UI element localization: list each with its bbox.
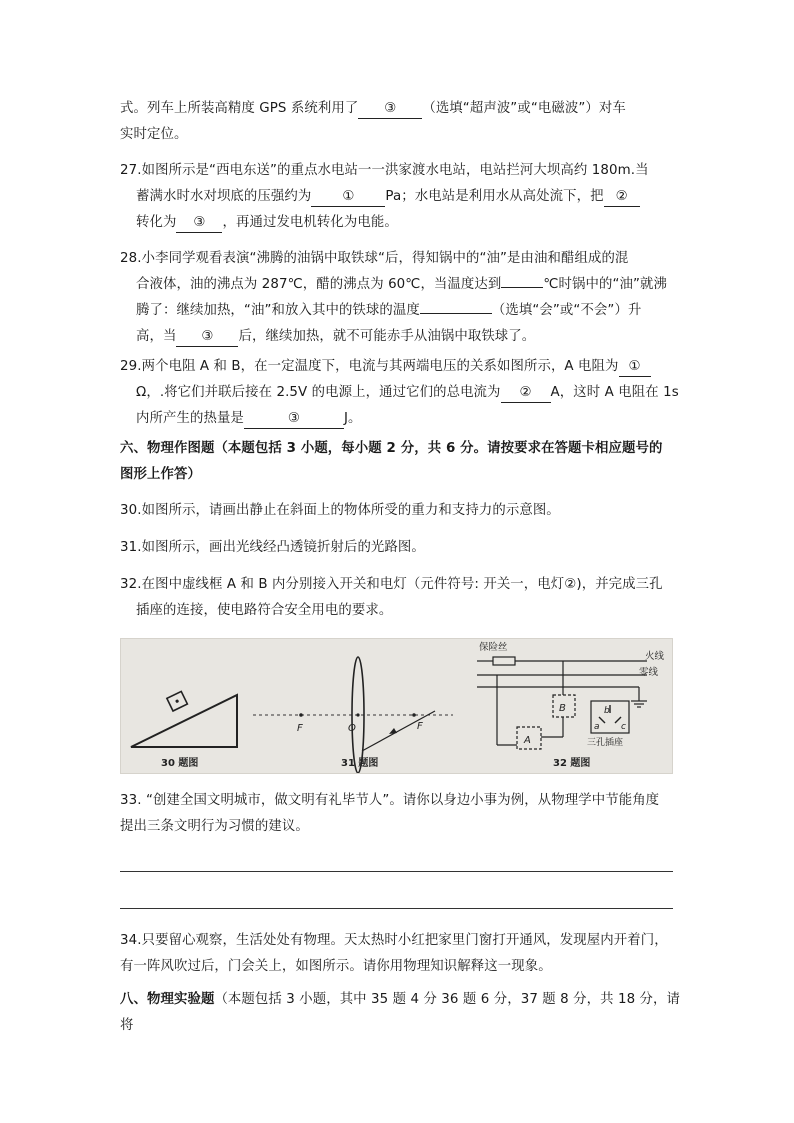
q34-text: 34.只要留心观察，生活处处有物理。天太热时小红把家里门窗打开通风，发现屋内开着门， bbox=[120, 933, 668, 948]
question-34 bbox=[120, 928, 680, 980]
q26-text: 式。列车上所装高精度 GPS 系统利用了 bbox=[120, 101, 359, 116]
q27-blank-1[interactable]: ① bbox=[311, 188, 385, 207]
q27-blank-3[interactable]: ③ bbox=[176, 214, 222, 233]
live-wire-label: 火线 bbox=[645, 651, 665, 662]
question-31: 31.如图所示，画出光线经凸透镜折射后的光路图。 bbox=[120, 540, 425, 555]
q28-text: （选填“会”或“不会”）升 bbox=[491, 303, 642, 318]
section-8-heading bbox=[120, 987, 680, 1039]
question-33 bbox=[120, 788, 680, 840]
box-b-label: B bbox=[559, 703, 566, 714]
incline-triangle bbox=[131, 695, 237, 747]
q27-text: 转化为 bbox=[136, 215, 177, 230]
q26-tail bbox=[120, 96, 680, 148]
q28-blank-3[interactable]: ③ bbox=[176, 328, 238, 347]
q32-text: 插座的连接，使电路符合安全用电的要求。 bbox=[136, 603, 393, 618]
question-29 bbox=[120, 354, 690, 432]
q29-text: A，这时 A 电阻在 1s bbox=[550, 385, 679, 400]
q27-text: 27.如图所示是“西电东送”的重点水电站一一洪家渡水电站，电站拦河大坝高约 180m.当 bbox=[120, 163, 649, 178]
q27-blank-2[interactable]: ② bbox=[604, 188, 640, 207]
lens-figure bbox=[253, 657, 453, 773]
section-8-text: （本题包括 3 小题，其中 35 题 4 分 36 题 6 分，37 题 8 分，共 18 分，请将 bbox=[120, 992, 681, 1033]
circuit-figure bbox=[477, 641, 665, 769]
question-30: 30.如图所示，请画出静止在斜面上的物体所受的重力和支持力的示意图。 bbox=[120, 503, 560, 518]
focus-right-label: F bbox=[417, 721, 423, 732]
fuse-symbol bbox=[493, 657, 515, 665]
incident-ray bbox=[362, 711, 435, 751]
q26-blank-3[interactable]: ③ bbox=[358, 100, 422, 119]
q26-text: （选填“超声波”或“电磁波”）对车 bbox=[422, 101, 626, 116]
optical-center-point bbox=[356, 713, 359, 716]
section-6-heading bbox=[120, 436, 680, 488]
q33-text: 提出三条文明行为习惯的建议。 bbox=[120, 819, 309, 834]
question-28 bbox=[120, 246, 690, 350]
neutral-wire-label: 零线 bbox=[639, 667, 659, 678]
q27-text: ，再通过发电机转化为电能。 bbox=[222, 215, 398, 230]
q27-text: Pa；水电站是利用水从高处流下，把 bbox=[385, 189, 604, 204]
ray-arrow bbox=[389, 728, 397, 734]
q29-text: 29.两个电阻 A 和 B，在一定温度下，电流与其两端电压的关系如图所示，A 电阻为 bbox=[120, 359, 619, 374]
box-a-label: A bbox=[524, 735, 531, 746]
q28-blank-1[interactable] bbox=[501, 287, 543, 288]
fuse-label: 保险丝 bbox=[479, 642, 508, 653]
q28-text: 合液体，油的沸点为 287℃，醋的沸点为 60℃，当温度达到 bbox=[136, 277, 502, 292]
socket-c: c bbox=[621, 722, 626, 732]
q29-text: 内所产生的热量是 bbox=[136, 411, 244, 426]
section-6-text: 六、物理作图题（本题包括 3 小题，每小题 2 分，共 6 分。请按要求在答题卡相应题号的 bbox=[120, 441, 663, 456]
socket-label: 三孔插座 bbox=[587, 738, 624, 748]
q28-blank-2[interactable] bbox=[420, 313, 492, 314]
focus-left-label: F bbox=[297, 723, 303, 734]
caption-32: 32 题图 bbox=[553, 758, 591, 769]
caption-31: 31 题图 bbox=[341, 758, 379, 769]
optical-center-label: O bbox=[348, 723, 356, 734]
socket-b: b bbox=[604, 706, 610, 716]
q29-blank-2[interactable]: ② bbox=[501, 384, 551, 403]
figure-svg bbox=[121, 639, 672, 773]
answer-line-1[interactable] bbox=[120, 871, 673, 872]
q29-text: Ω，.将它们并联后接在 2.5V 的电源上，通过它们的总电流为 bbox=[136, 385, 501, 400]
figure-strip bbox=[120, 638, 673, 774]
question-27 bbox=[120, 158, 690, 236]
q29-blank-1[interactable]: ① bbox=[619, 358, 651, 377]
q34-text: 有一阵风吹过后，门会关上，如图所示。请你用物理知识解释这一现象。 bbox=[120, 959, 552, 974]
q33-text: 33. “创建全国文明城市，做文明有礼毕节人”。请你以身边小事为例，从物理学中节能角度 bbox=[120, 793, 660, 808]
block-on-incline bbox=[167, 691, 188, 711]
q27-text: 蓄满水时水对坝底的压强约为 bbox=[136, 189, 312, 204]
incline-figure bbox=[131, 691, 237, 769]
q28-text: 腾了：继续加热，“油”和放入其中的铁球的温度 bbox=[136, 303, 420, 318]
socket-a: a bbox=[594, 722, 600, 732]
q26-text: 实时定位。 bbox=[120, 127, 188, 142]
q28-text: 后，继续加热，就不可能赤手从油锅中取铁球了。 bbox=[238, 329, 536, 344]
q28-text: ℃时锅中的“油”就沸 bbox=[543, 277, 668, 292]
q32-text: 32.在图中虚线框 A 和 B 内分别接入开关和电灯（元件符号: 开关一，电灯②)，并完成三孔 bbox=[120, 577, 663, 592]
focus-left-point bbox=[299, 713, 303, 717]
answer-line-2[interactable] bbox=[120, 908, 673, 909]
caption-30: 30 题图 bbox=[161, 758, 199, 769]
q29-blank-3[interactable]: ③ bbox=[244, 410, 344, 429]
q28-text: 高，当 bbox=[136, 329, 177, 344]
section-8-title: 八、物理实验题 bbox=[120, 992, 215, 1007]
question-32 bbox=[120, 572, 690, 624]
section-6-text: 图形上作答） bbox=[120, 467, 201, 482]
focus-right-point bbox=[412, 713, 416, 717]
q28-text: 28.小李同学观看表演“沸腾的油锅中取铁球“后，得知锅中的“油”是由油和醋组成的混 bbox=[120, 251, 629, 266]
q29-text: J。 bbox=[343, 411, 362, 426]
